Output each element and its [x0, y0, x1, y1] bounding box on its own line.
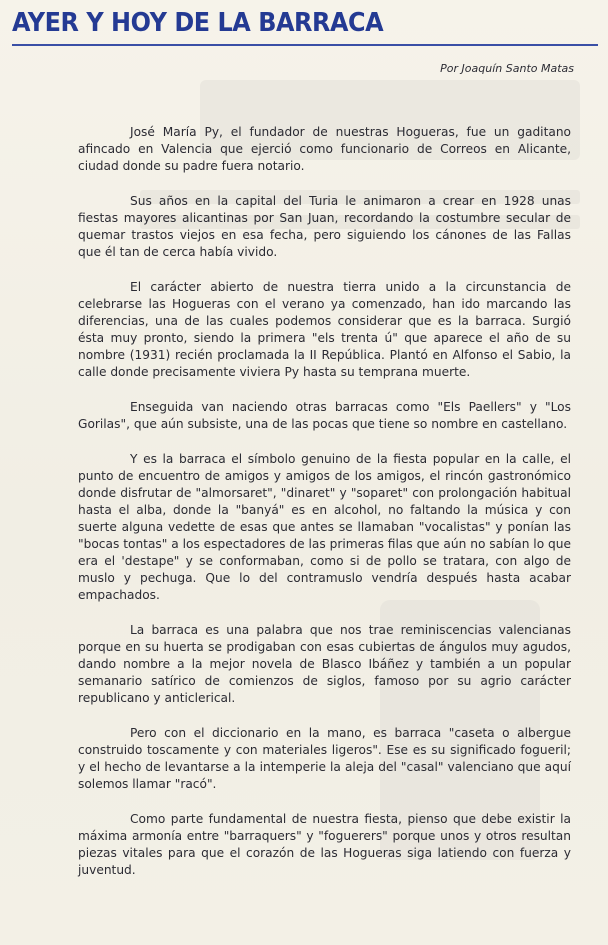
article-paragraph: José María Py, el fundador de nuestras Hogueras, fue un gaditano afincado en Valencia que ejerció como funcionario de Correos en Alicante, ciudad donde su padre fuera notario.	[78, 125, 571, 173]
article-paragraph: Pero con el diccionario en la mano, es barraca "caseta o albergue construido toscamente y con materiales ligeros". Ese es su significado fogueril; y el hecho de levantarse a la intemperie la aleja del "casal" valenciano que aquí solemos llamar "racó".	[78, 726, 571, 791]
article-paragraph: Enseguida van naciendo otras barracas como "Els Paellers" y "Los Gorilas", que aún subsiste, una de las pocas que tiene so nombre en castellano.	[78, 400, 571, 431]
article-byline: Por Joaquín Santo Matas	[440, 62, 574, 75]
article-title: AYER Y HOY DE LA BARRACA	[12, 8, 384, 38]
article-paragraph: El carácter abierto de nuestra tierra unido a la circunstancia de celebrarse las Hogueras con el verano ya comenzado, han ido marcando las diferencias, una de las cuales podemos considerar que es la barraca. Surgió ésta muy pronto, siendo la primera "els trenta ú" que aparece el año de su nombre (1931) recién proclamada la II República. Plantó en Alfonso el Sabio, la calle donde precisamente viviera Py hasta su temprana muerte.	[78, 280, 571, 379]
title-underline	[12, 44, 598, 46]
article-paragraph: Y es la barraca el símbolo genuino de la fiesta popular en la calle, el punto de encuentro de amigos y amigos de los amigos, el rincón gastronómico donde disfrutar de "almorsaret", "dinaret" y "soparet" con prolongación habitual hasta el alba, donde la "banyá" es en alcohol, no faltando la música y con suerte alguna vedette de esas que antes se llamaban "vocalistas" y ponían las "bocas tontas" a los espectadores de las primeras filas que aún no sabían lo que era el 'destape" y se conformaban, como si de pollo se tratara, con algo de muslo y pechuga. Que lo del contramuslo vendría después hasta acabar empachados.	[78, 452, 571, 602]
article-paragraph: Como parte fundamental de nuestra fiesta, pienso que debe existir la máxima armonía entre "barraquers" y "foguerers" porque unos y otros resultan piezas vitales para que el corazón de las Hogueras siga latiendo con fuerza y juventud.	[78, 812, 571, 877]
article-body	[78, 124, 571, 897]
article-paragraph: La barraca es una palabra que nos trae reminiscencias valencianas porque en su huerta se prodigaban con esas cubiertas de ángulos muy agudos, dando nombre a la mejor novela de Blasco Ibáñez y también a un popular semanario satírico de comienzos de siglos, famoso por su agrio carácter republicano y anticlerical.	[78, 623, 571, 705]
article-paragraph: Sus años en la capital del Turia le animaron a crear en 1928 unas fiestas mayores alicantinas por San Juan, recordando la costumbre secular de quemar trastos viejos en esa fecha, pero siguiendo los cánones de las Fallas que él tan de cerca había vivido.	[78, 194, 571, 259]
